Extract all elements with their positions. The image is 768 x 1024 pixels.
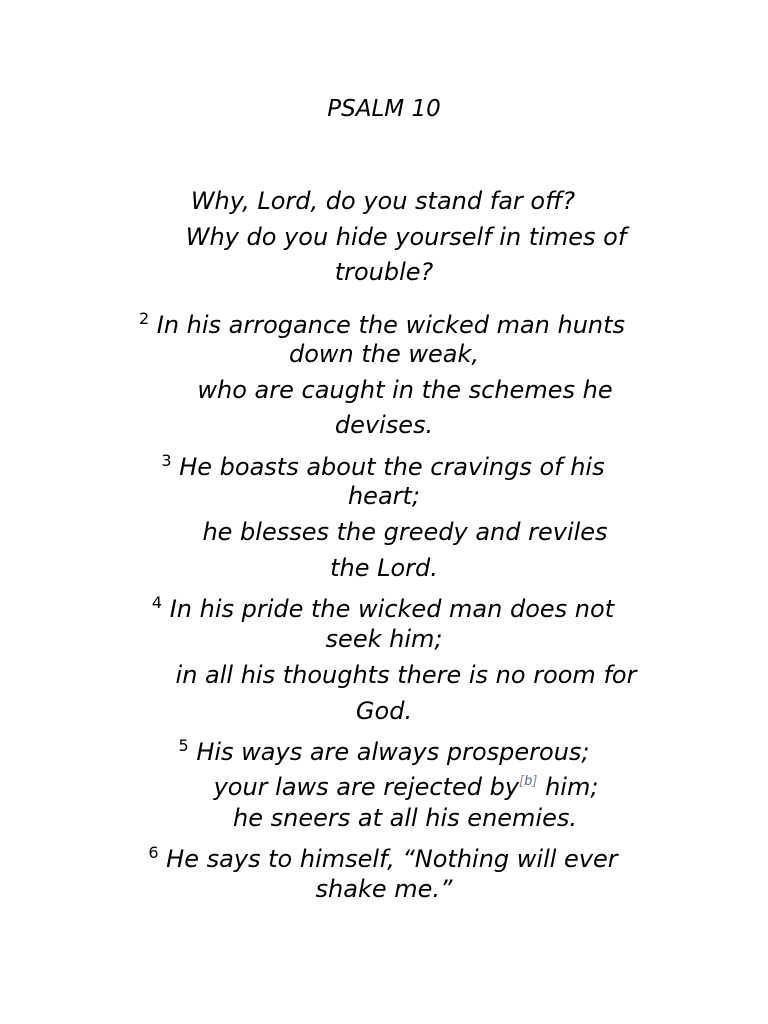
- verse-5-line-2: [22, 764, 768, 805]
- verse-3-line-3: he blesses the greedy and reviles: [202, 518, 608, 546]
- verse-text: your laws are rejected by: [213, 773, 520, 801]
- verse-text: He boasts about the cravings of his: [171, 453, 605, 481]
- verse-3-line-4: the Lord.: [330, 554, 438, 582]
- verse-text: He says to himself, “Nothing will ever: [158, 845, 618, 873]
- verse-4-line-4: God.: [355, 697, 413, 725]
- verse-number: 5: [178, 736, 189, 755]
- verse-number: 6: [148, 843, 159, 862]
- verse-number: 3: [161, 451, 172, 470]
- verse-3-line-2: heart;: [347, 482, 421, 510]
- footnote-bracket-close: ]: [532, 774, 538, 789]
- verse-6-line-2: shake me.”: [315, 875, 453, 903]
- verse-5-line-3: he sneers at all his enemies.: [233, 804, 577, 832]
- verse-4-line-3: in all his thoughts there is no room for: [175, 661, 637, 689]
- verse-text: In his pride the wicked man does not: [162, 595, 615, 623]
- verse-2-line-2: down the weak,: [288, 340, 480, 368]
- verse-text: In his arrogance the wicked man hunts: [149, 311, 626, 339]
- psalm-title: PSALM 10: [327, 96, 441, 122]
- verse-number: 2: [138, 309, 150, 328]
- footnote-letter: b: [524, 774, 533, 789]
- footnote-bracket-open: [: [519, 774, 525, 789]
- verse-1-line-3: trouble?: [334, 258, 434, 286]
- verse-4-line-2: seek him;: [325, 625, 443, 653]
- verse-text: him;: [537, 773, 599, 801]
- verse-2-line-3: who are caught in the schemes he: [197, 376, 613, 404]
- footnote-link[interactable]: [519, 774, 537, 789]
- verse-text: His ways are always prosperous;: [188, 738, 590, 766]
- verse-1-line-2: Why do you hide yourself in times of: [185, 223, 627, 251]
- verse-1-line-1: Why, Lord, do you stand far off?: [190, 187, 576, 215]
- verse-number: 4: [151, 593, 163, 612]
- verse-2-line-4: devises.: [334, 411, 434, 439]
